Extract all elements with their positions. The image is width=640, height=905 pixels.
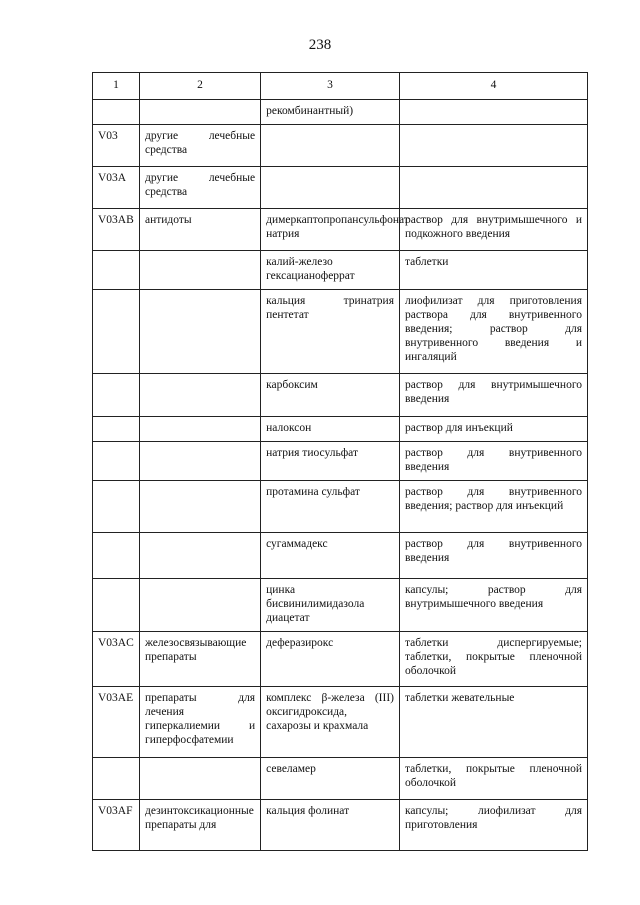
atc-code-cell: V03AF xyxy=(93,800,140,851)
group-name-cell xyxy=(139,579,260,632)
drug-name-cell: цинка бисвинилимидазола диацетат xyxy=(261,579,400,632)
table-row xyxy=(93,251,588,290)
dosage-form-cell: таблетки диспергируемые; таблетки, покрытые пленочной оболочкой xyxy=(400,632,588,687)
dosage-form-cell: капсулы; лиофилизат для приготовления xyxy=(400,800,588,851)
atc-code-cell xyxy=(93,290,140,374)
atc-code-cell xyxy=(93,758,140,800)
dosage-form-cell xyxy=(400,125,588,167)
dosage-form-cell: раствор для внутривенного введения; раствор для инъекций xyxy=(400,481,588,533)
medicines-table xyxy=(92,72,588,851)
dosage-form-cell: раствор для внутримышечного введения xyxy=(400,374,588,417)
group-name-cell xyxy=(139,417,260,442)
group-name-cell xyxy=(139,758,260,800)
atc-code-cell xyxy=(93,100,140,125)
atc-code-cell: V03 xyxy=(93,125,140,167)
atc-code-cell xyxy=(93,417,140,442)
table-row xyxy=(93,417,588,442)
dosage-form-cell xyxy=(400,100,588,125)
dosage-form-cell: таблетки жевательные xyxy=(400,687,588,758)
group-name-cell xyxy=(139,290,260,374)
table-row xyxy=(93,442,588,481)
drug-name-cell: натрия тиосульфат xyxy=(261,442,400,481)
drug-name-cell: кальция тринатрия пентетат xyxy=(261,290,400,374)
atc-code-cell: V03AE xyxy=(93,687,140,758)
table-row xyxy=(93,167,588,209)
drug-name-cell: кальция фолинат xyxy=(261,800,400,851)
header-row xyxy=(93,73,588,100)
table-row xyxy=(93,533,588,579)
group-name-cell: препараты для лечения гиперкалиемии и гиперфосфатемии xyxy=(139,687,260,758)
drug-name-cell: протамина сульфат xyxy=(261,481,400,533)
dosage-form-cell: раствор для внутримышечного и подкожного введения xyxy=(400,209,588,251)
drug-name-cell: рекомбинантный) xyxy=(261,100,400,125)
group-name-cell: дезинтоксикационные препараты для xyxy=(139,800,260,851)
drug-name-cell: деферазирокс xyxy=(261,632,400,687)
drug-name-cell: димеркаптопропансульфонат натрия xyxy=(261,209,400,251)
column-number-2: 2 xyxy=(139,73,260,100)
atc-code-cell xyxy=(93,533,140,579)
dosage-form-cell: капсулы; раствор для внутримышечного введения xyxy=(400,579,588,632)
drug-name-cell: налоксон xyxy=(261,417,400,442)
dosage-form-cell: таблетки, покрытые пленочной оболочкой xyxy=(400,758,588,800)
group-name-cell xyxy=(139,533,260,579)
dosage-form-cell: таблетки xyxy=(400,251,588,290)
dosage-form-cell xyxy=(400,167,588,209)
group-name-cell xyxy=(139,481,260,533)
dosage-form-cell: раствор для инъекций xyxy=(400,417,588,442)
drug-name-cell: сугаммадекс xyxy=(261,533,400,579)
drug-name-cell: комплекс β-железа (III) оксигидроксида, сахарозы и крахмала xyxy=(261,687,400,758)
group-name-cell xyxy=(139,100,260,125)
table-row xyxy=(93,290,588,374)
dosage-form-cell: раствор для внутривенного введения xyxy=(400,442,588,481)
atc-code-cell: V03A xyxy=(93,167,140,209)
atc-code-cell: V03AC xyxy=(93,632,140,687)
table-row xyxy=(93,125,588,167)
table-row xyxy=(93,800,588,851)
group-name-cell: железосвязывающие препараты xyxy=(139,632,260,687)
drug-name-cell: карбоксим xyxy=(261,374,400,417)
atc-code-cell: V03AB xyxy=(93,209,140,251)
drug-name-cell xyxy=(261,167,400,209)
page-number: 238 xyxy=(308,37,332,53)
column-number-3: 3 xyxy=(261,73,400,100)
dosage-form-cell: раствор для внутривенного введения xyxy=(400,533,588,579)
table-row xyxy=(93,100,588,125)
drug-name-cell: калий-железо гексацианоферрат xyxy=(261,251,400,290)
group-name-cell: другие лечебные средства xyxy=(139,125,260,167)
table-row xyxy=(93,209,588,251)
group-name-cell xyxy=(139,374,260,417)
table-row xyxy=(93,579,588,632)
atc-code-cell xyxy=(93,251,140,290)
group-name-cell xyxy=(139,251,260,290)
group-name-cell xyxy=(139,442,260,481)
column-number-4: 4 xyxy=(400,73,588,100)
drug-name-cell xyxy=(261,125,400,167)
table-row xyxy=(93,758,588,800)
atc-code-cell xyxy=(93,579,140,632)
dosage-form-cell: лиофилизат для приготовления раствора для внутривенного введения; раствор для внутривенного введения и ингаляций xyxy=(400,290,588,374)
atc-code-cell xyxy=(93,374,140,417)
table-row xyxy=(93,481,588,533)
table-row xyxy=(93,374,588,417)
atc-code-cell xyxy=(93,481,140,533)
table-row xyxy=(93,632,588,687)
group-name-cell: антидоты xyxy=(139,209,260,251)
atc-code-cell xyxy=(93,442,140,481)
column-number-1: 1 xyxy=(93,73,140,100)
table-row xyxy=(93,687,588,758)
drug-name-cell: севеламер xyxy=(261,758,400,800)
group-name-cell: другие лечебные средства xyxy=(139,167,260,209)
